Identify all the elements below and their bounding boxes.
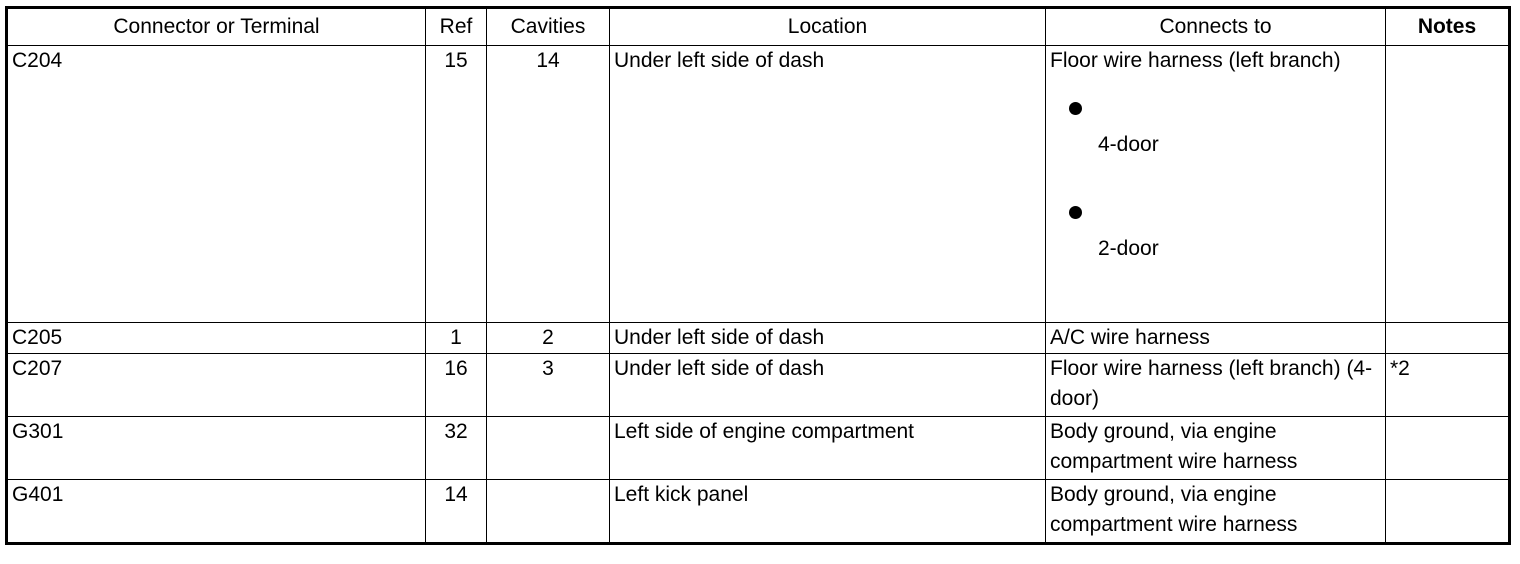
- list-item: [1050, 76, 1381, 180]
- connector-table: [5, 6, 1511, 545]
- header-connector: Connector or Terminal: [7, 8, 426, 46]
- cell-connector: G401: [7, 480, 426, 544]
- header-ref: Ref: [426, 8, 487, 46]
- bullet-icon: [1069, 206, 1082, 219]
- header-cavities: Cavities: [487, 8, 610, 46]
- cell-location: Left kick panel: [610, 480, 1046, 544]
- cell-cavities: [487, 417, 610, 480]
- cell-location: Under left side of dash: [610, 354, 1046, 417]
- cell-connector: C207: [7, 354, 426, 417]
- cell-cavities: 2: [487, 323, 610, 354]
- table-row: [7, 323, 1510, 354]
- cell-location: Left side of engine compartment: [610, 417, 1046, 480]
- table-row: [7, 46, 1510, 323]
- variant-label: 4-door: [1098, 133, 1159, 156]
- cell-connector: C205: [7, 323, 426, 354]
- cell-notes: [1386, 323, 1510, 354]
- header-notes: Notes: [1386, 8, 1510, 46]
- cell-connects-to: A/C wire harness: [1046, 323, 1386, 354]
- cell-connector: G301: [7, 417, 426, 480]
- table-row: [7, 480, 1510, 544]
- cell-location: Under left side of dash: [610, 46, 1046, 323]
- cell-cavities: 3: [487, 354, 610, 417]
- cell-connects-to: Body ground, via engine compartment wire harness: [1046, 417, 1386, 480]
- cell-ref: 15: [426, 46, 487, 323]
- cell-ref: 32: [426, 417, 487, 480]
- cell-notes: [1386, 46, 1510, 323]
- cell-notes: [1386, 480, 1510, 544]
- cell-cavities: [487, 480, 610, 544]
- cell-connects-to: [1046, 46, 1386, 323]
- cell-connects-to: Body ground, via engine compartment wire harness: [1046, 480, 1386, 544]
- table-row: [7, 417, 1510, 480]
- bullet-icon: [1069, 102, 1082, 115]
- cell-cavities: 14: [487, 46, 610, 323]
- header-row: [7, 8, 1510, 46]
- cell-ref: 1: [426, 323, 487, 354]
- cell-notes: *2: [1386, 354, 1510, 417]
- cell-ref: 16: [426, 354, 487, 417]
- cell-notes: [1386, 417, 1510, 480]
- cell-connector: C204: [7, 46, 426, 323]
- connects-to-text: Floor wire harness (left branch): [1050, 49, 1341, 72]
- header-connects-to: Connects to: [1046, 8, 1386, 46]
- variant-label: 2-door: [1098, 237, 1159, 260]
- cell-ref: 14: [426, 480, 487, 544]
- table-row: [7, 354, 1510, 417]
- header-location: Location: [610, 8, 1046, 46]
- list-item: [1050, 180, 1381, 284]
- cell-connects-to: Floor wire harness (left branch) (4-door): [1046, 354, 1386, 417]
- cell-location: Under left side of dash: [610, 323, 1046, 354]
- variant-list: [1050, 76, 1381, 284]
